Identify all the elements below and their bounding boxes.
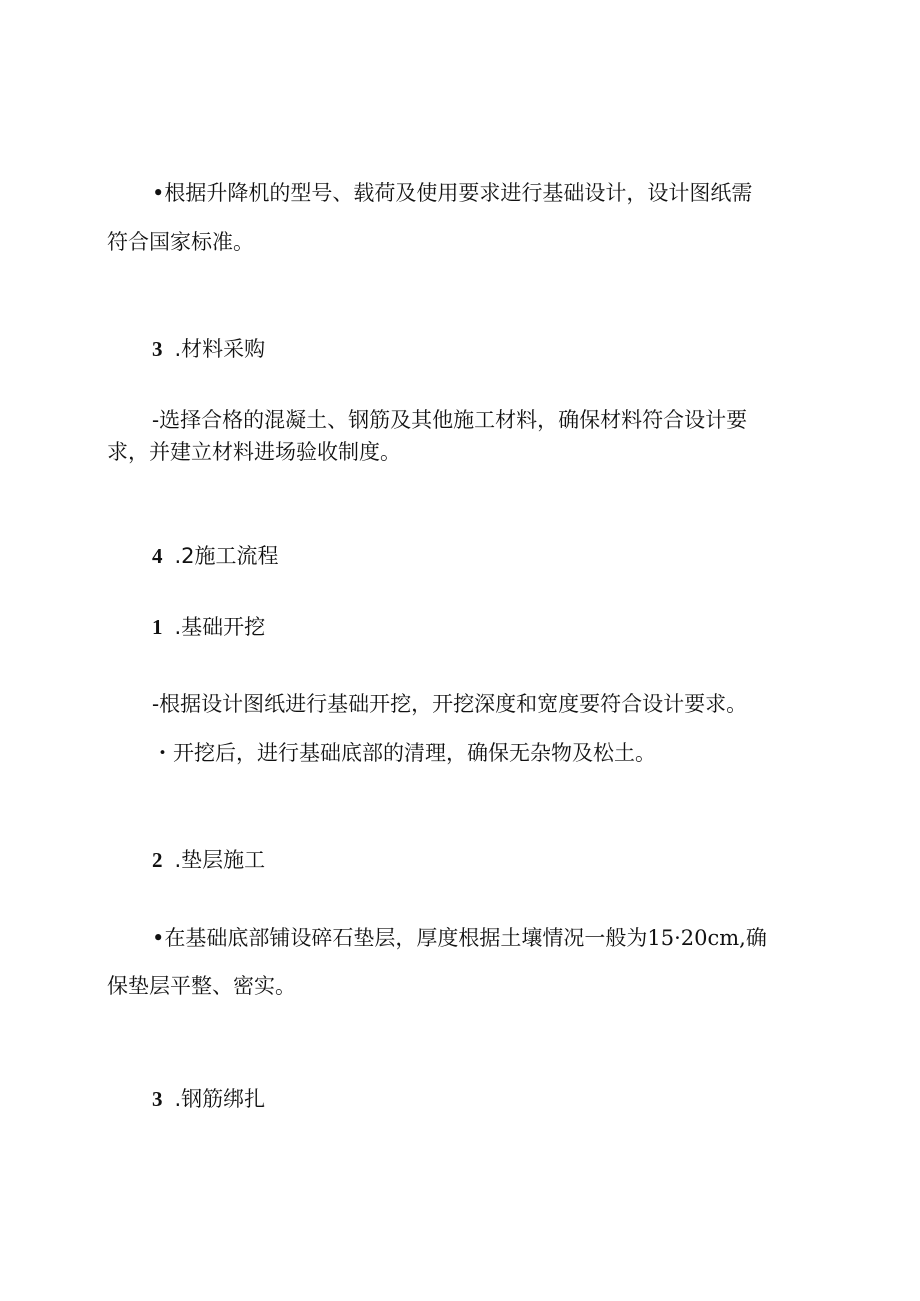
heading-material-procurement <box>152 334 265 364</box>
paragraph-cushion-line-2: 保垫层平整、密实。 <box>107 974 296 998</box>
paragraph-cushion-line-1: •在基础底部铺设碎石垫层，厚度根据土壤情况一般为15·20cm,确 <box>152 926 767 950</box>
heading-text: .材料采购 <box>174 337 266 361</box>
heading-text: .基础开挖 <box>174 615 266 639</box>
heading-number: 1 <box>152 615 163 639</box>
heading-text: .钢筋绑扎 <box>174 1087 266 1111</box>
paragraph-foundation-design-line-1: •根据升降机的型号、载荷及使用要求进行基础设计，设计图纸需 <box>152 181 753 205</box>
heading-cushion-construction <box>152 845 265 875</box>
paragraph-cleaning: ・开挖后，进行基础底部的清理，确保无杂物及松土。 <box>152 741 656 765</box>
heading-text: .2施工流程 <box>174 544 279 568</box>
heading-number: 3 <box>152 337 163 361</box>
paragraph-excavation: -根据设计图纸进行基础开挖，开挖深度和宽度要符合设计要求。 <box>152 692 748 716</box>
paragraph-material-line-1: -选择合格的混凝土、钢筋及其他施工材料，确保材料符合设计要 <box>152 408 748 432</box>
heading-number: 2 <box>152 848 163 872</box>
paragraph-material-line-2: 求，并建立材料进场验收制度。 <box>107 440 401 464</box>
heading-text: .垫层施工 <box>174 848 266 872</box>
heading-construction-process <box>152 541 279 571</box>
heading-foundation-excavation <box>152 612 265 642</box>
heading-number: 3 <box>152 1087 163 1111</box>
heading-number: 4 <box>152 544 163 568</box>
paragraph-foundation-design-line-2: 符合国家标准。 <box>107 230 254 254</box>
heading-rebar-binding <box>152 1084 265 1114</box>
